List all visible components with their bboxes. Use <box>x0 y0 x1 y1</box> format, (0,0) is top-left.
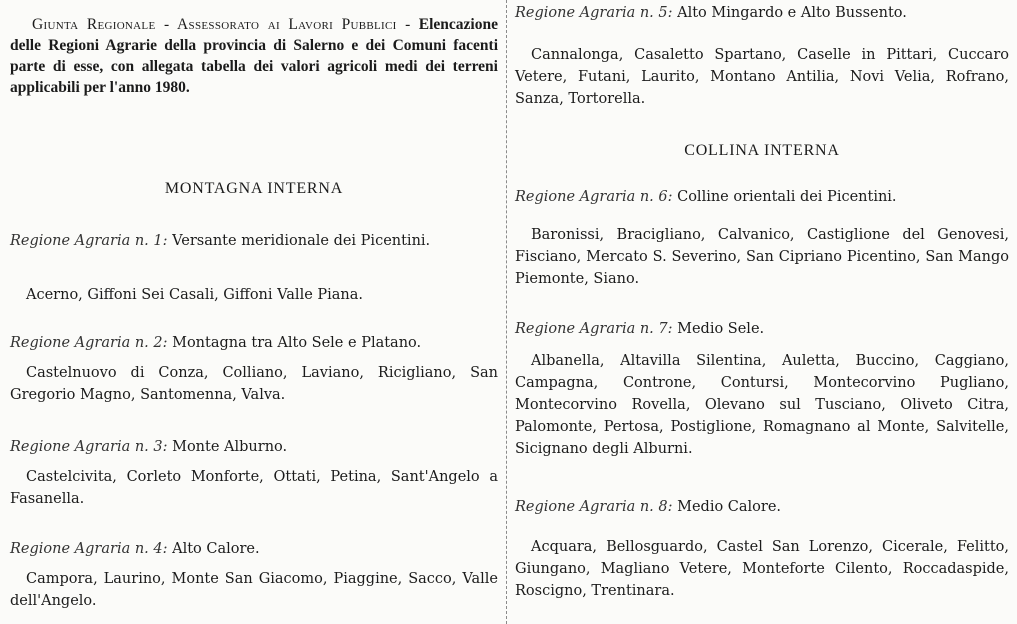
region-2-number: Regione Agraria n. 2: <box>10 335 168 351</box>
region-2-comuni: Castelnuovo di Conza, Colliano, Laviano, Ricigliano, San Gregorio Magno, Santomenna, Valva. <box>10 365 498 403</box>
region-5-comuni: Cannalonga, Casaletto Spartano, Caselle in Pittari, Cuccaro Vetere, Futani, Laurito, Montano Antilia, Novi Velia, Rofrano, Sanza, Tortorella. <box>515 47 1009 107</box>
region-3-number: Regione Agraria n. 3: <box>10 439 168 455</box>
region-7-label <box>515 318 1009 340</box>
region-1-label <box>10 230 498 252</box>
column-divider <box>506 0 507 624</box>
region-4-number: Regione Agraria n. 4: <box>10 541 168 557</box>
region-8-name: Medio Calore. <box>677 499 782 515</box>
region-1-name: Versante meridionale dei Picentini. <box>172 233 431 249</box>
region-8-comuni: Acquara, Bellosguardo, Castel San Lorenzo, Cicerale, Felitto, Giungano, Magliano Vetere, Monteforte Cilento, Roccadaspide, Roscigno, Trentinara. <box>515 539 1009 599</box>
region-5-name: Alto Mingardo e Alto Bussento. <box>677 5 907 21</box>
header-issuer: Giunta Regionale - Assessorato ai Lavori Pubblici - <box>32 16 411 33</box>
region-7-name: Medio Sele. <box>677 321 765 337</box>
region-1-comuni: Acerno, Giffoni Sei Casali, Giffoni Valle Piana. <box>26 287 364 303</box>
region-6-number: Regione Agraria n. 6: <box>515 189 673 205</box>
region-6-name: Colline orientali dei Picentini. <box>677 189 897 205</box>
region-1-number: Regione Agraria n. 1: <box>10 233 168 249</box>
region-3-name: Monte Alburno. <box>172 439 288 455</box>
region-5-number: Regione Agraria n. 5: <box>515 5 673 21</box>
region-8-label <box>515 496 1009 518</box>
region-2-label <box>10 332 498 354</box>
document-header <box>10 14 498 98</box>
region-2-name: Montagna tra Alto Sele e Platano. <box>172 335 422 351</box>
region-8-number: Regione Agraria n. 8: <box>515 499 673 515</box>
region-4-label <box>10 538 498 560</box>
region-3-label <box>10 436 498 458</box>
region-6-label <box>515 186 1009 208</box>
region-3-comuni: Castelcivita, Corleto Monforte, Ottati, Petina, Sant'Angelo a Fasanella. <box>10 469 498 507</box>
section-title-collina: COLLINA INTERNA <box>684 142 840 159</box>
section-title-montagna: MONTAGNA INTERNA <box>164 180 344 197</box>
region-4-name: Alto Calore. <box>172 541 260 557</box>
region-7-comuni: Albanella, Altavilla Silentina, Auletta, Buccino, Caggiano, Campagna, Controne, Contursi, Montecorvino Pugliano, Montecorvino Rovella, Olevano sul Tusciano, Oliveto Citra, Palomonte, Pertosa, Postiglione, Romagnano al Monte, Salvitelle, Sicignano degli Alburni. <box>515 353 1009 457</box>
region-5-label <box>515 2 1009 24</box>
header-description: Elencazione delle Regioni Agrarie della provincia di Salerno e dei Comuni facenti parte di esse, con allegata tabella dei valori agricoli medi dei terreni applicabili per l'anno 1980. <box>10 16 498 96</box>
region-6-comuni: Baronissi, Bracigliano, Calvanico, Castiglione del Genovesi, Fisciano, Mercato S. Severino, San Cipriano Picentino, San Mango Piemonte, Siano. <box>515 227 1009 287</box>
region-4-comuni: Campora, Laurino, Monte San Giacomo, Piaggine, Sacco, Valle dell'Angelo. <box>10 571 498 609</box>
region-7-number: Regione Agraria n. 7: <box>515 321 673 337</box>
